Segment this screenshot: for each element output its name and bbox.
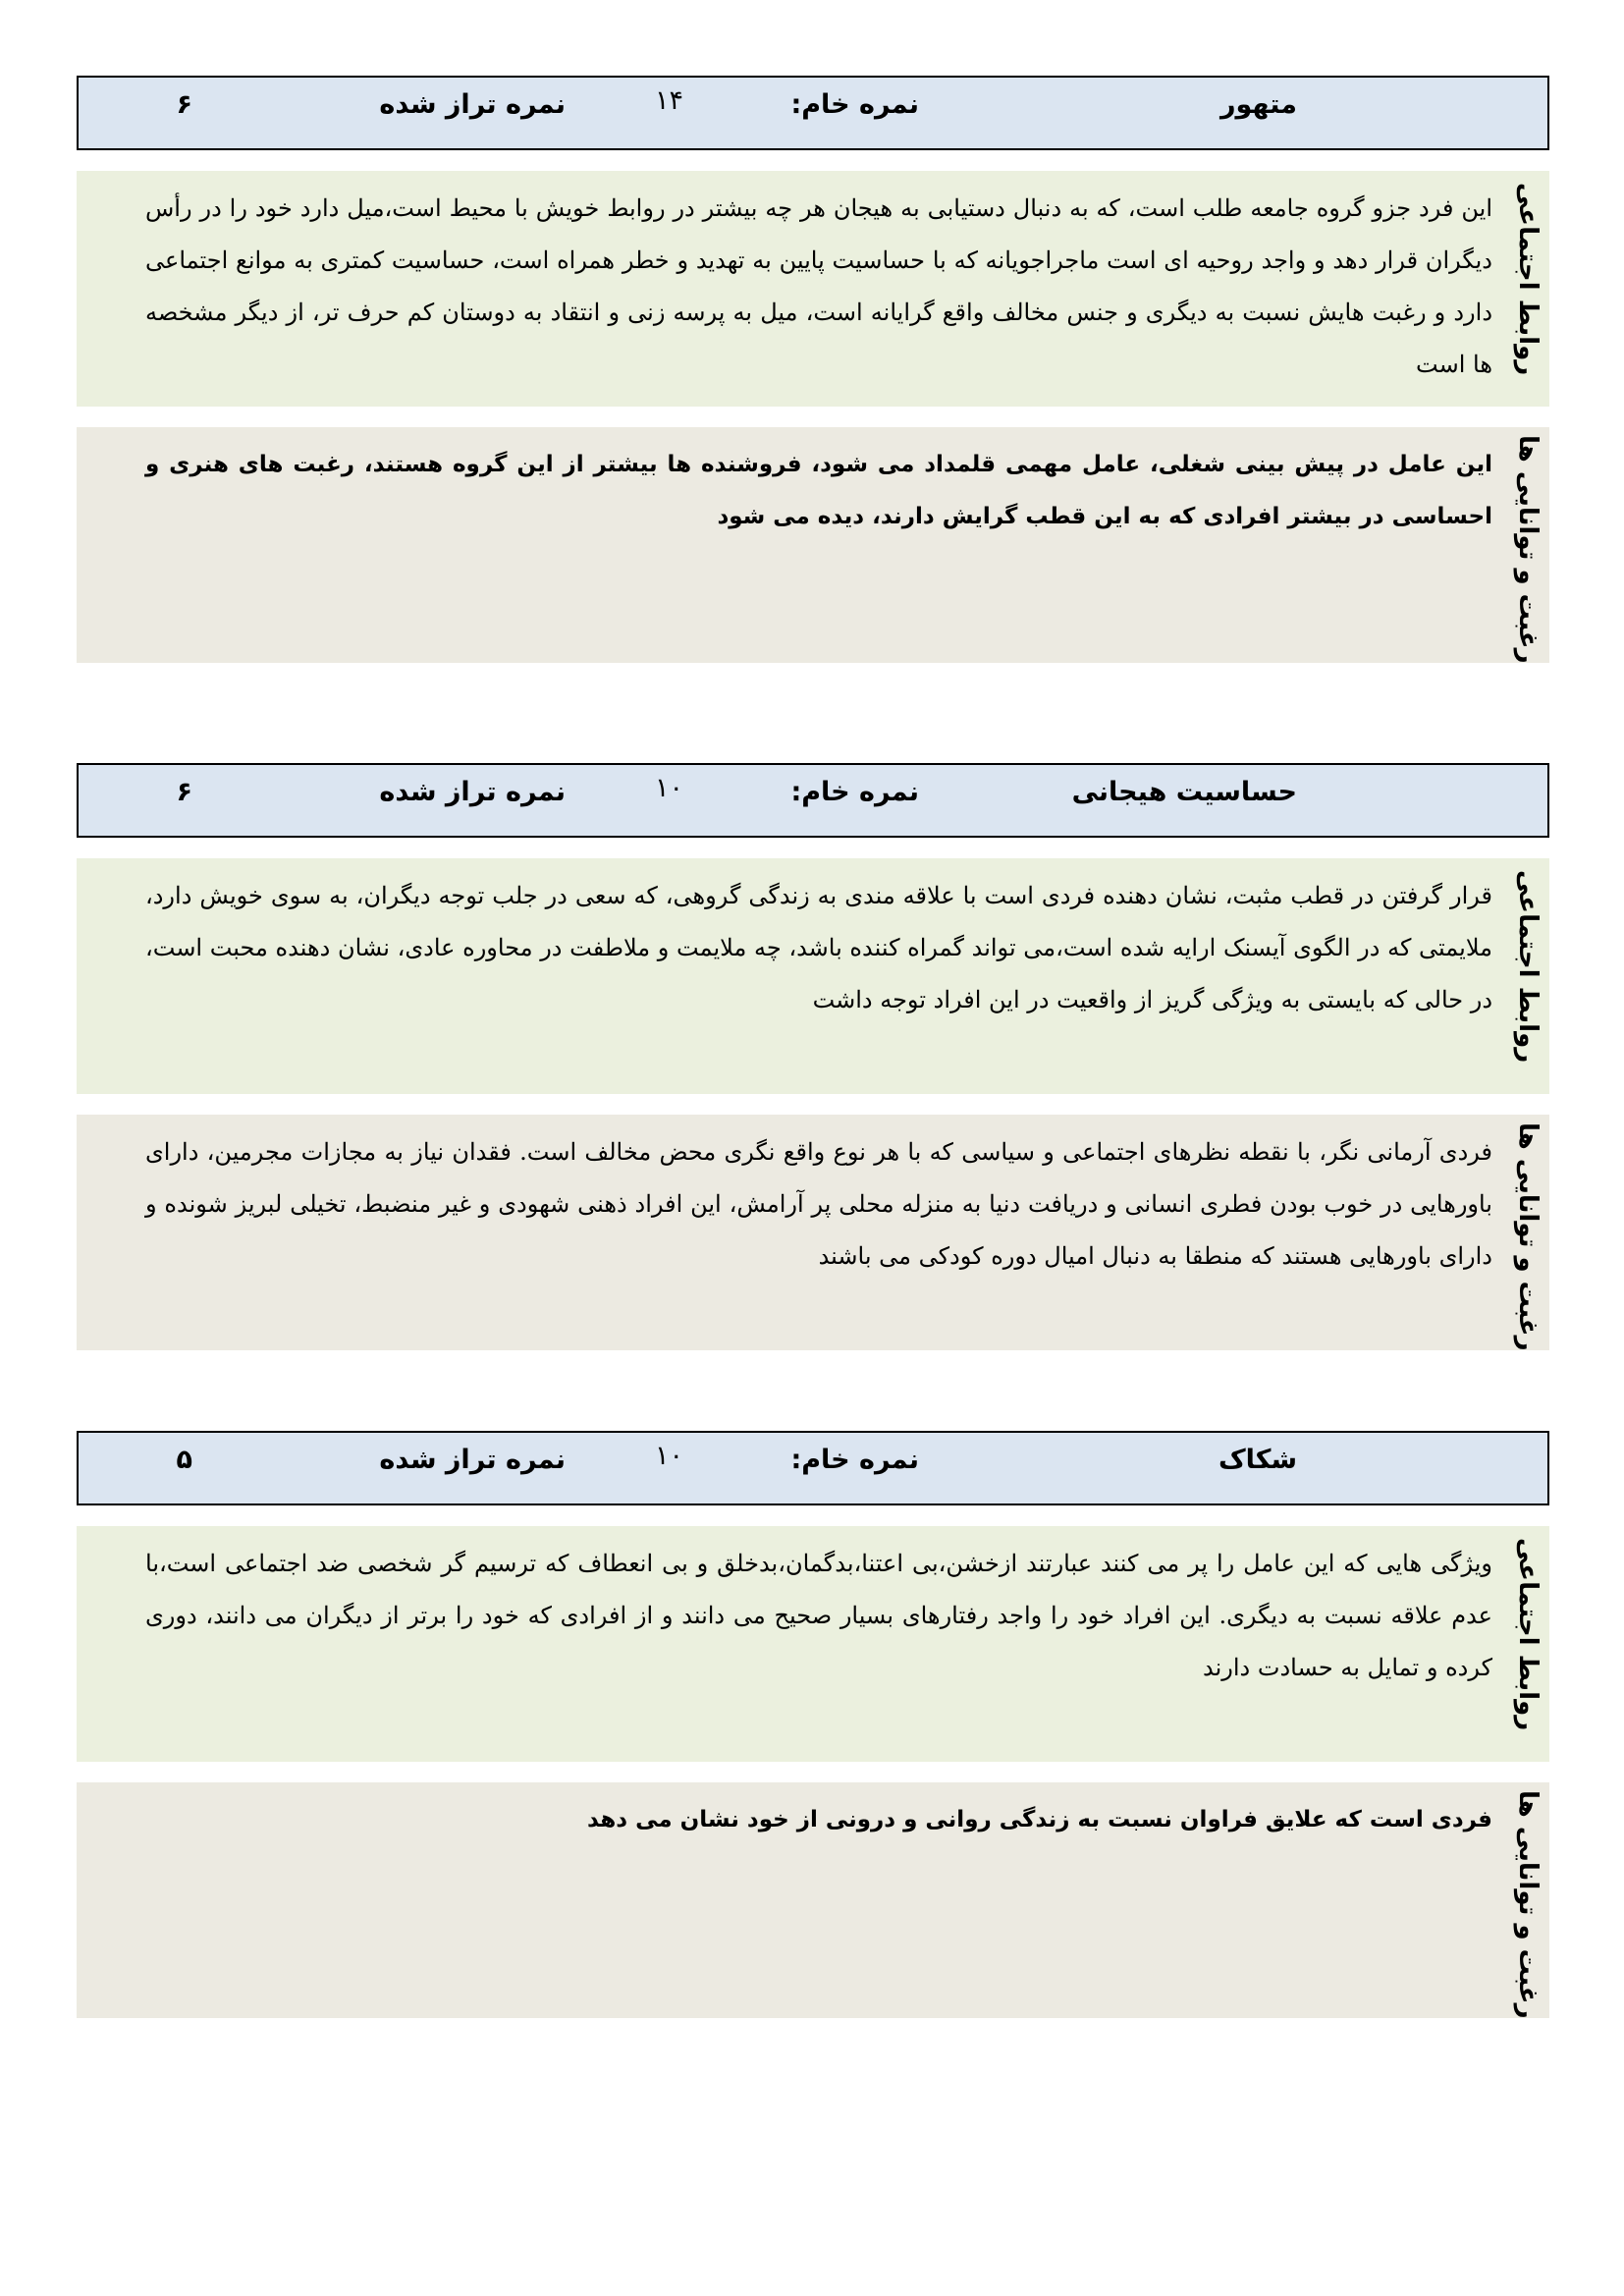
social-relations-text: ویژگی هایی که این عامل را پر می کنند عبارتند ازخشن،بی اعتنا،بدگمان،بدخلق و بی انعطاف که ترسیم گر شخصی ضد اجتماعی است،با عدم علاقه نسبت به دیگری. این افراد خود را واجد رفتارهای بسیار صحیح می دانند و از افرادی که خود را برتر از دیگران می دانند، دوری کرده و تمایل به حسادت دارند: [145, 1550, 1493, 1681]
interests-abilities-label-cell: [1506, 1115, 1549, 1350]
standard-score-value: ۵: [176, 1445, 192, 1475]
social-relations-text: قرار گرفتن در قطب مثبت، نشان دهنده فردی است با علاقه مندی به زندگی گروهی، که سعی در جلب توجه دیگران، به سوی خویش دارد، ملایمتی که در الگوی آیسنک ارایه شده است،می تواند گمراه کننده باشد، چه ملایمت و ملاطفت در محاوره عادی، نشان دهنده محبت است، در حالی که بایستی به ویژگی گریز از واقعیت در این افراد توجه داشت: [145, 882, 1493, 1013]
factor-section-3: [77, 1431, 1549, 2018]
interests-abilities-text: فردی آرمانی نگر، با نقطه نظرهای اجتماعی و سیاسی که با هر نوع واقع نگری محض مخالف است. فقدان نیاز به مجازات مجرمین، دارای باورهایی در خوب بودن فطری انسانی و دریافت دنیا به منزله محلی پر آرامش، این افراد ذهنی شهودی و غیر منضبط، تخیلی لبریز شونده و دارای باورهایی هستند که منطقا به دنبال امیال دوره کودکی می باشند: [145, 1138, 1492, 1270]
social-relations-label: روابط اجتماعی: [1513, 870, 1543, 1064]
social-relations-box: [77, 1526, 1549, 1762]
factor-name: حساسیت هیجانی: [1071, 777, 1297, 807]
interests-abilities-text: فردی است که علایق فراوان نسبت به زندگی روانی و درونی از خود نشان می دهد: [587, 1807, 1492, 1832]
factor-section-1: [77, 76, 1549, 663]
factor-header: [77, 1431, 1549, 1505]
interests-abilities-label: رغبت و توانایی ها: [1513, 1122, 1543, 1351]
social-relations-label-cell: [1506, 1526, 1549, 1762]
interests-abilities-box: [77, 1782, 1549, 2018]
raw-score-label: نمره خام:: [790, 1445, 919, 1475]
standard-score-label: نمره تراز شده: [379, 1445, 566, 1475]
social-relations-label: روابط اجتماعی: [1513, 183, 1543, 376]
interests-abilities-label: رغبت و توانایی ها: [1513, 1790, 1543, 2019]
raw-score-value: ۱۰: [654, 1441, 683, 1471]
factor-header: [77, 76, 1549, 150]
factor-section-2: [77, 763, 1549, 1350]
interests-abilities-label: رغبت و توانایی ها: [1513, 435, 1543, 664]
social-relations-label-cell: [1506, 171, 1549, 407]
standard-score-label: نمره تراز شده: [379, 777, 566, 807]
interests-abilities-label-cell: [1506, 1782, 1549, 2018]
factor-name: متهور: [1219, 89, 1297, 120]
standard-score-value: ۶: [176, 777, 192, 807]
social-relations-box: [77, 171, 1549, 407]
standard-score-label: نمره تراز شده: [379, 89, 566, 120]
standard-score-value: ۶: [176, 89, 192, 120]
social-relations-label: روابط اجتماعی: [1513, 1538, 1543, 1731]
social-relations-box: [77, 858, 1549, 1094]
social-relations-label-cell: [1506, 858, 1549, 1094]
raw-score-label: نمره خام:: [790, 89, 919, 120]
interests-abilities-box: [77, 427, 1549, 663]
interests-abilities-label-cell: [1506, 427, 1549, 663]
factor-name: شکاک: [1218, 1445, 1297, 1475]
factor-header: [77, 763, 1549, 838]
raw-score-label: نمره خام:: [790, 777, 919, 807]
interests-abilities-box: [77, 1115, 1549, 1350]
raw-score-value: ۱۰: [654, 773, 683, 803]
interests-abilities-text: این عامل در پیش بینی شغلی، عامل مهمی قلمداد می شود، فروشنده ها بیشتر از این گروه هستند، رغبت های هنری و احساسی در بیشتر افرادی که به این قطب گرایش دارند، دیده می شود: [145, 452, 1492, 529]
social-relations-text: این فرد جزو گروه جامعه طلب است، که به دنبال دستیابی به هیجان هر چه بیشتر در روابط خویش با محیط است،میل دارد خود را در رأس دیگران قرار دهد و واجد روحیه ای است ماجراجویانه که با حساسیت پایین به تهدید و خطر همراه است، حساسیت کمتری به موانع اجتماعی دارد و رغبت هایش نسبت به دیگری و جنس مخالف واقع گرایانه است، میل به پرسه زنی و انتقاد به دوستان کم حرف تر، از دیگر مشخصه ها است: [145, 194, 1492, 378]
raw-score-value: ۱۴: [654, 85, 683, 116]
